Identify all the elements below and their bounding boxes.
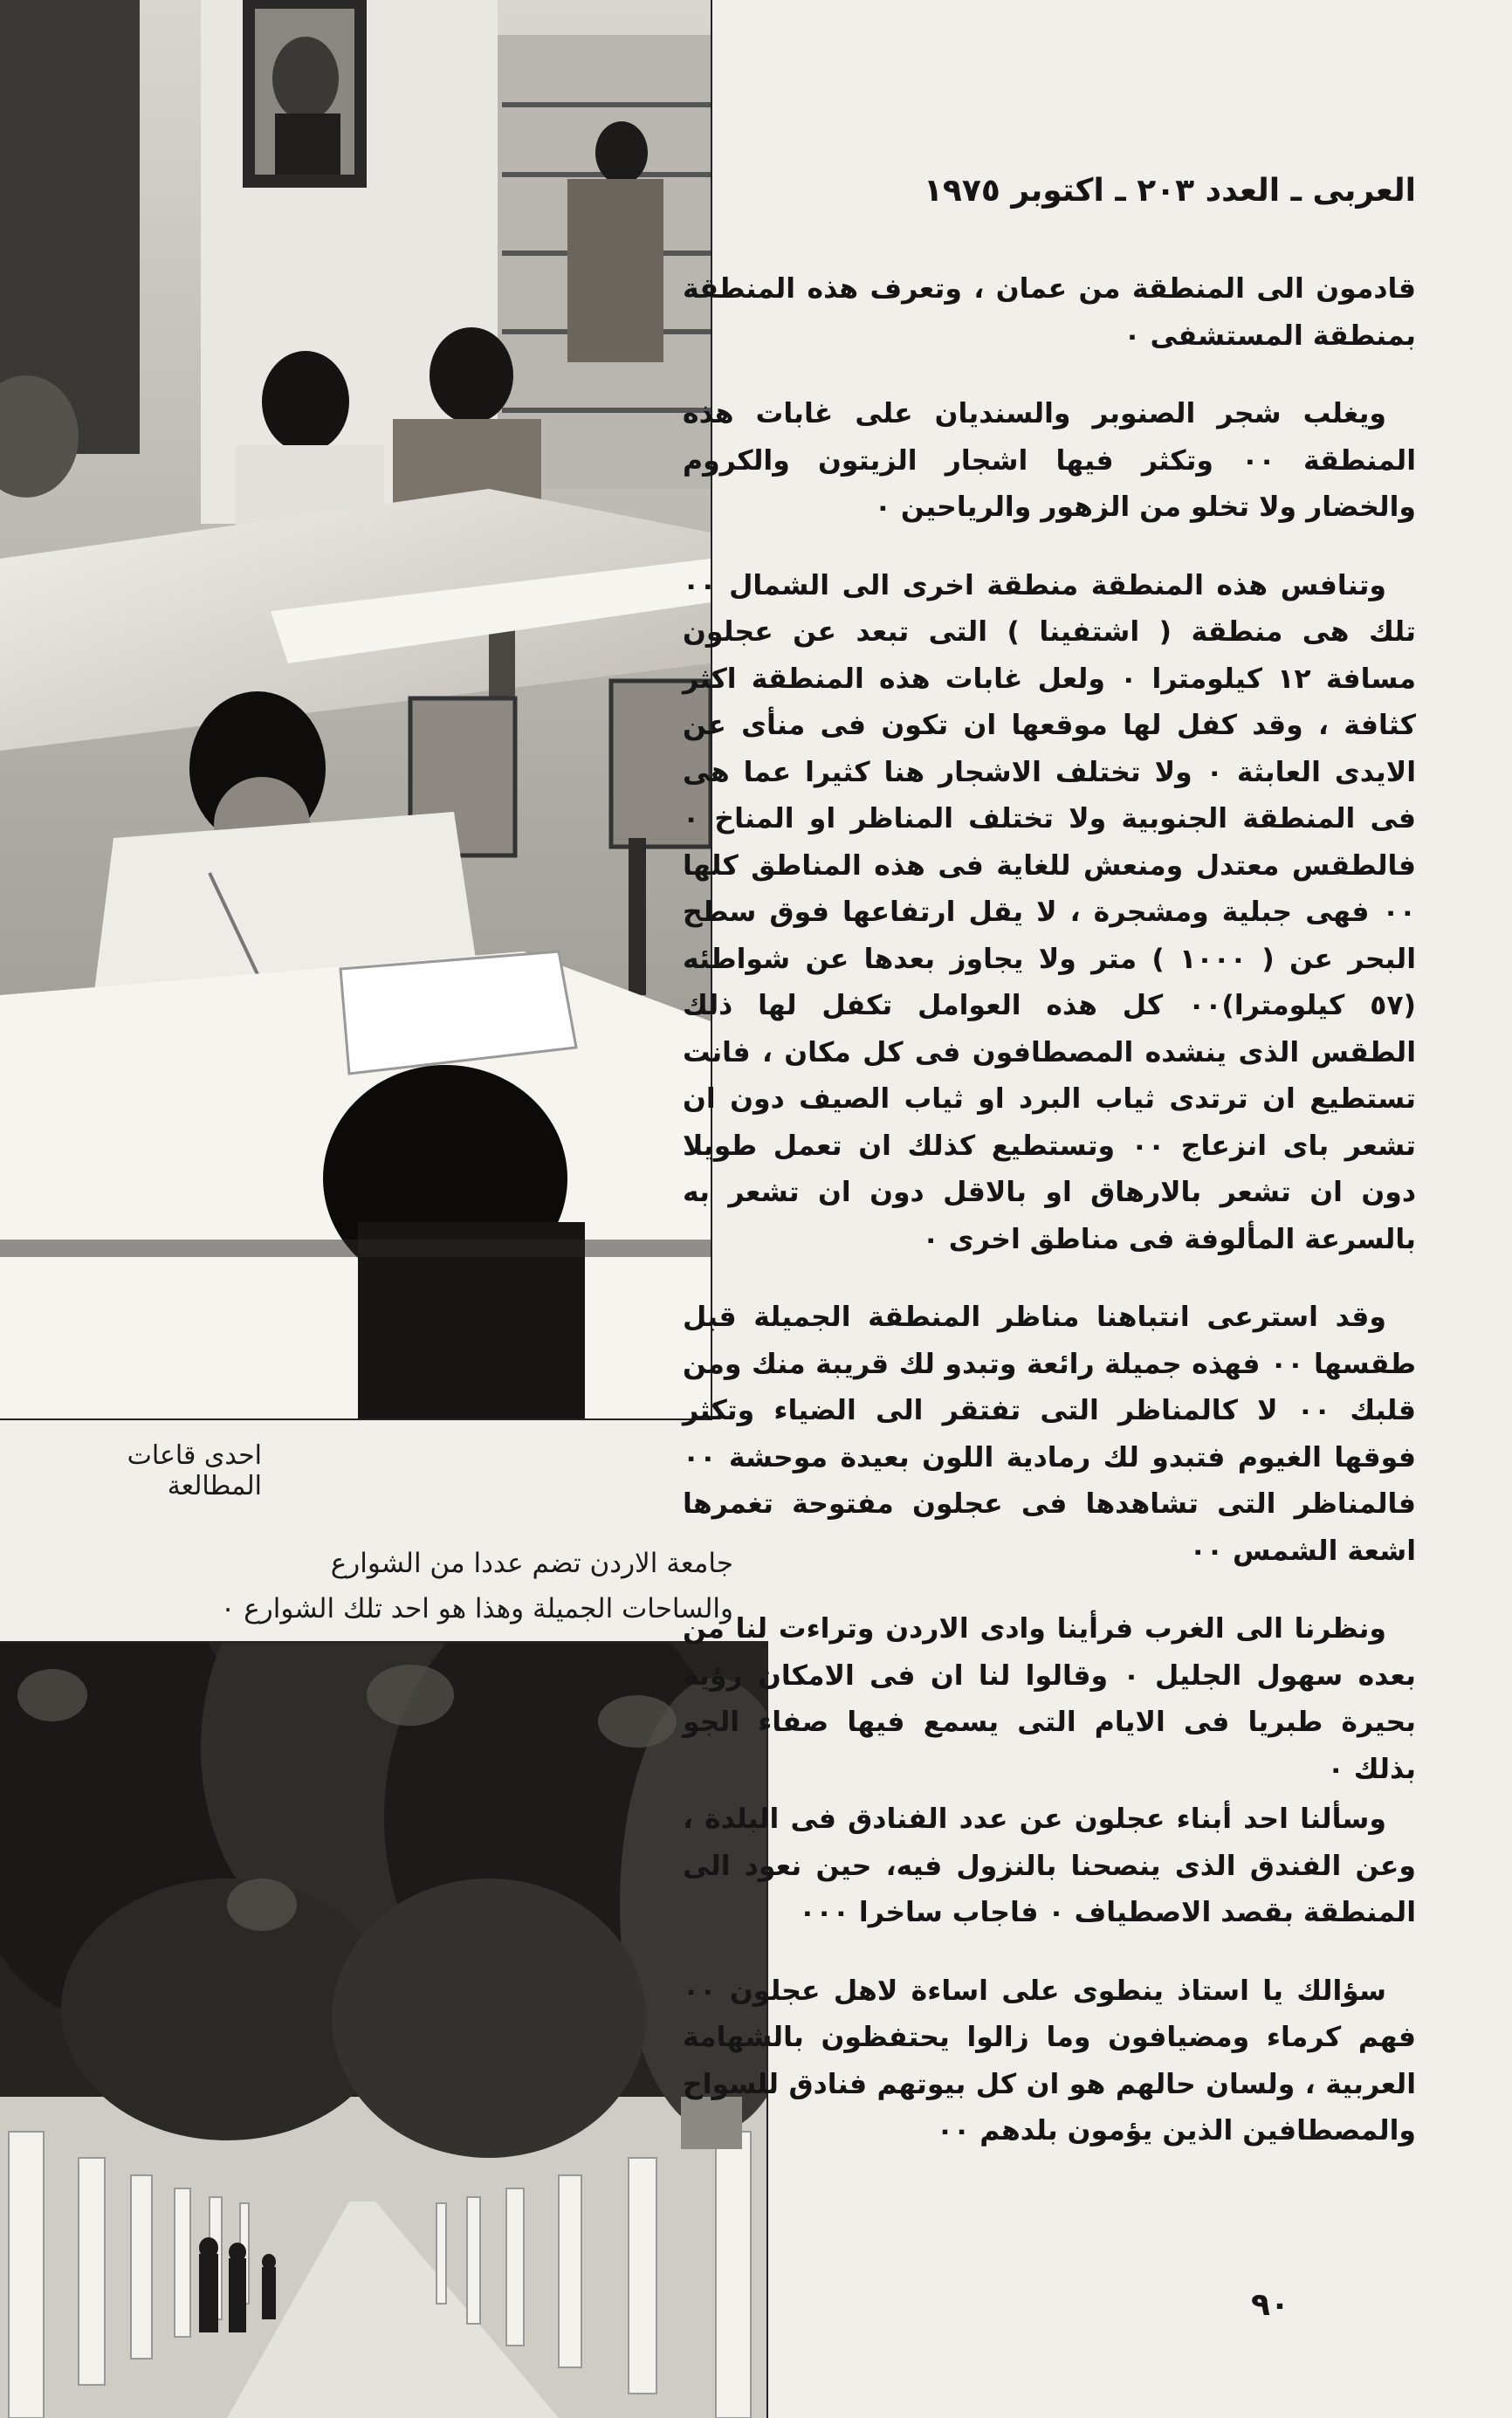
article-paragraph: قادمون الى المنطقة من عمان ، وتعرف هذه المنطقة بمنطقة المستشفى ٠ [683, 273, 1416, 352]
tree-lined-street-photo [0, 1641, 768, 2418]
caption-line-2: والساحات الجميلة وهذا هو احد تلك الشوارع ٠ [220, 1593, 733, 1625]
article-paragraph: ونظرنا الى الغرب فرأينا وادى الاردن وتراءت لنا من بعده سهول الجليل ٠ وقالوا لنا ان فى الامكان رؤية بحيرة طبريا فى الايام التى يسمع فيها صفاء الجو بذلك ٠ [683, 1613, 1416, 1785]
reading-room-caption: احدى قاعات المطالعة [127, 1440, 262, 1501]
article-paragraph: ويغلب شجر الصنوبر والسنديان على غابات هذه المنطقة ٠٠ وتكثر فيها اشجار الزيتون والكروم والخضار ولا تخلو من الزهور والرياحين ٠ [683, 398, 1417, 523]
page-number: ٩٠ [1251, 2287, 1289, 2323]
article-paragraph: وقد استرعى انتباهنا مناظر المنطقة الجميلة قبل طقسها ٠٠ فهذه جميلة رائعة وتبدو لك قريبة منك ومن قلبك ٠٠ لا كالمناظر التى تفتقر الى الضياء وتكثر فوقها الغيوم فتبدو لك رمادية اللون بعيدة موحشة ٠٠ فالمناظر التى تشاهدها فى عجلون مفتوحة تغمرها اشعة الشمس ٠٠ [683, 1302, 1417, 1567]
article-body [683, 266, 1416, 2187]
article-paragraph: سؤالك يا استاذ ينطوى على اساءة لاهل عجلون ٠٠ فهم كرماء ومضيافون وما زالوا يحتفظون بالشهامة العربية ، ولسان حالهم هو ان كل بيوتهم فنادق للسواح والمصطافين الذين يؤمون بلدهم ٠٠ [683, 1975, 1416, 2147]
article-paragraph: وتنافس هذه المنطقة منطقة اخرى الى الشمال ٠٠ تلك هى منطقة ( اشتفينا ) التى تبعد عن عجلون مسافة ١٢ كيلومترا ٠ ولعل غابات هذه المنطقة اكثر كثافة ، وقد كفل لها موقعها ان تكون فى منأى عن الايدى العابثة ٠ ولا تختلف الاشجار هنا كثيرا عما هى فى المنطقة الجنوبية ولا تختلف المناظر او المناخ ٠ فالطقس معتدل ومنعش للغاية فى هذه المناطق كلها ٠٠ فهى جبلية ومشجرة ، لا يقل ارتفاعها فوق سطح البحر عن ( ١٠٠٠ ) متر ولا يجاوز بعدها عن شواطئه (٥٧ كيلومترا)٠٠ كل هذه العوامل تكفل لها ذلك الطقس الذى ينشده المصطافون فى كل مكان ، فانت تستطيع ان ترتدى ثياب البرد او ثياب الصيف دون ان تشعر باى انزعاج ٠٠ وتستطيع كذلك ان تعمل طويلا دون ان تشعر بالارهاق او بالاقل دون ان تشعر به بالسرعة المألوفة فى مناطق اخرى ٠ [683, 569, 1417, 1255]
caption-line-1: جامعة الاردن تضم عددا من الشوارع [330, 1548, 733, 1579]
article-paragraph: وسألنا احد أبناء عجلون عن عدد الفنادق فى البلدة ، وعن الفندق الذى ينصحنا بالنزول فيه، حين نعود الى المنطقة بقصد الاصطياف ٠ فاجاب ساخرا ٠٠٠ [683, 1803, 1416, 1928]
library-reading-room-icon [0, 0, 711, 1419]
tree-lined-street-icon [0, 1643, 766, 2418]
university-street-caption [26, 1541, 733, 1631]
library-reading-room-photo [0, 0, 712, 1420]
issue-masthead: العربى ـ العدد ٢٠٣ ـ اكتوبر ١٩٧٥ [923, 173, 1416, 209]
